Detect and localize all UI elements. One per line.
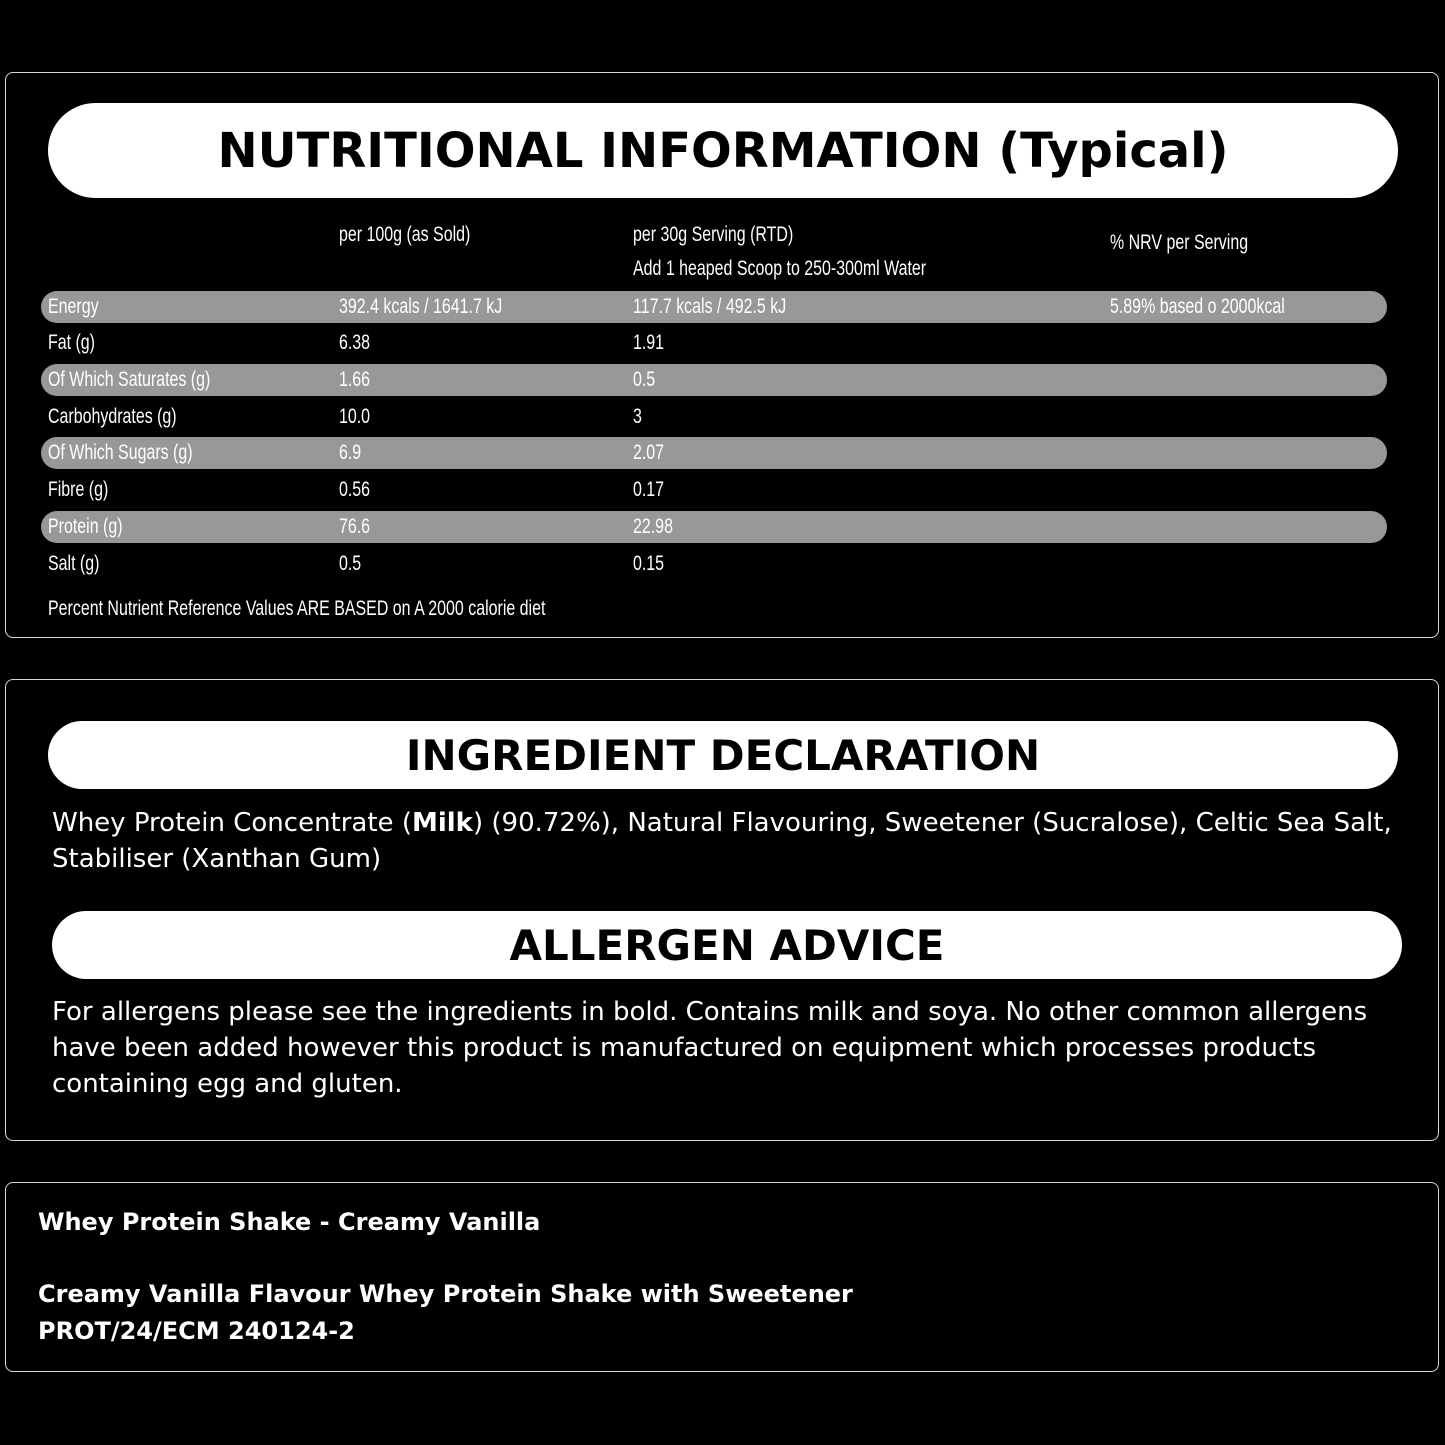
header-serving-note: Add 1 heaped Scoop to 250-300ml Water — [633, 257, 927, 280]
nutrient-name: Carbohydrates (g) — [48, 405, 177, 428]
header-per-100g: per 100g (as Sold) — [339, 223, 471, 246]
table-row — [6, 364, 1438, 396]
value-per-100g: 392.4 kcals / 1641.7 kJ — [339, 295, 503, 318]
value-per-serving: 117.7 kcals / 492.5 kJ — [633, 295, 787, 318]
value-per-serving: 0.17 — [633, 478, 665, 501]
ingredient-declaration-title: INGREDIENT DECLARATION — [48, 721, 1398, 789]
nutrient-name: Fat (g) — [48, 331, 96, 354]
value-per-serving: 1.91 — [633, 331, 665, 354]
value-per-100g: 6.38 — [339, 331, 371, 354]
value-per-100g: 10.0 — [339, 405, 371, 428]
value-per-serving: 0.5 — [633, 368, 656, 391]
value-per-100g: 76.6 — [339, 515, 371, 538]
nutrient-name: Fibre (g) — [48, 478, 109, 501]
header-per-serving: per 30g Serving (RTD) — [633, 223, 794, 246]
value-per-100g: 0.5 — [339, 552, 362, 575]
value-per-serving: 3 — [633, 405, 642, 428]
nutrition-title: NUTRITIONAL INFORMATION (Typical) — [48, 103, 1398, 198]
table-row — [6, 511, 1438, 543]
table-row — [6, 474, 1438, 506]
value-per-serving: 22.98 — [633, 515, 673, 538]
product-description: Creamy Vanilla Flavour Whey Protein Shake with Sweetener — [38, 1280, 853, 1308]
product-code: PROT/24/ECM 240124-2 — [38, 1317, 355, 1345]
value-per-100g: 6.9 — [339, 441, 362, 464]
ingredients-panel — [5, 679, 1439, 1141]
nutrient-name: Salt (g) — [48, 552, 100, 575]
table-row — [6, 548, 1438, 580]
table-row — [6, 327, 1438, 359]
nutrient-name: Of Which Sugars (g) — [48, 441, 193, 464]
value-per-serving: 0.15 — [633, 552, 665, 575]
nutrient-name: Of Which Saturates (g) — [48, 368, 211, 391]
value-per-100g: 0.56 — [339, 478, 371, 501]
value-per-100g: 1.66 — [339, 368, 371, 391]
nutrient-name: Energy — [48, 295, 99, 318]
allergen-bold: Milk — [411, 808, 473, 838]
nrv-footnote: Percent Nutrient Reference Values ARE BASED on A 2000 calorie diet — [48, 597, 546, 620]
product-name: Whey Protein Shake - Creamy Vanilla — [38, 1208, 541, 1236]
ingredients-text: Whey Protein Concentrate (Milk) (90.72%), Natural Flavouring, Sweetener (Sucralose), Celtic Sea Salt, Stabiliser (Xanthan Gum) — [52, 808, 1392, 874]
table-row — [6, 291, 1438, 323]
header-nrv: % NRV per Serving — [1110, 231, 1249, 254]
table-row — [6, 401, 1438, 433]
value-nrv: 5.89% based o 2000kcal — [1110, 295, 1285, 318]
allergen-advice-title: ALLERGEN ADVICE — [52, 911, 1402, 979]
nutrition-panel — [5, 72, 1439, 638]
nutrient-name: Protein (g) — [48, 515, 123, 538]
allergen-text: For allergens please see the ingredients in bold. Contains milk and soya. No other common allergens have been added however this product is manufactured on equipment which processes products containing egg and gluten. — [52, 997, 1368, 1099]
value-per-serving: 2.07 — [633, 441, 665, 464]
product-panel — [5, 1182, 1439, 1372]
table-row — [6, 437, 1438, 469]
